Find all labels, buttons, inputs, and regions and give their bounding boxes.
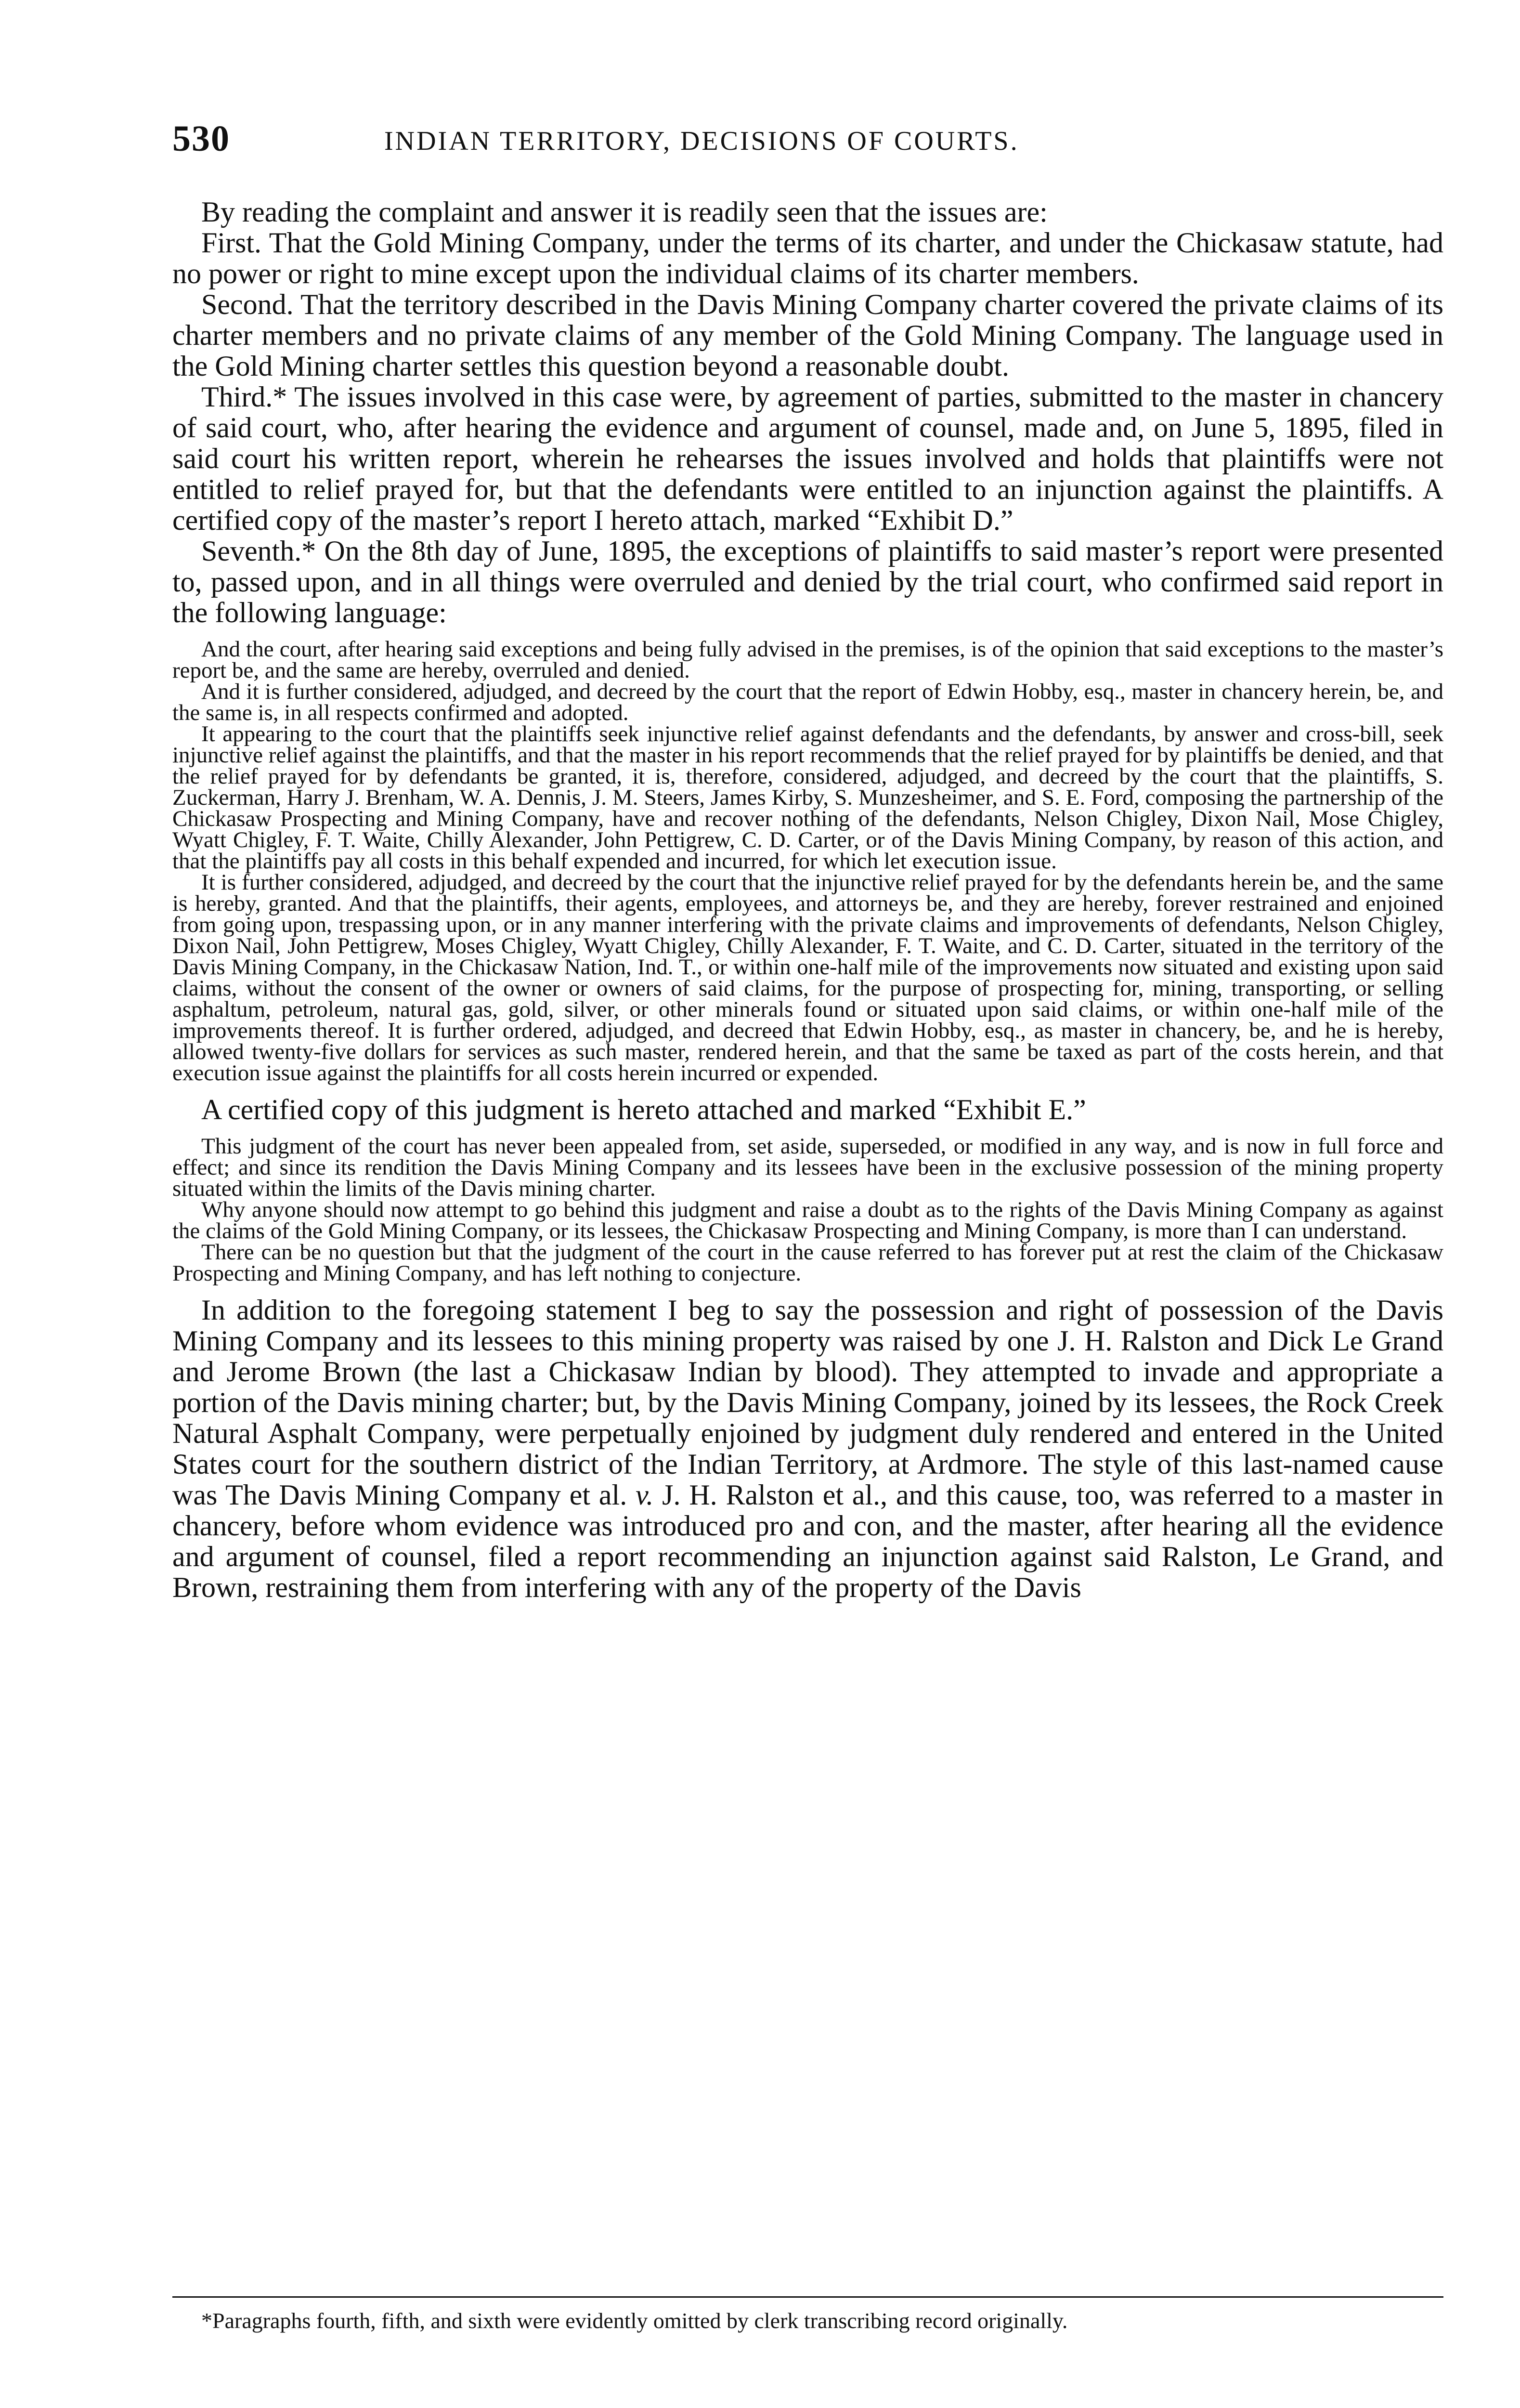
quote-paragraph: And the court, after hearing said exceptions and being fully advised in the premises, is of the opinion that said exceptions to the master’s report be, and the same are hereby, overruled and denied.	[172, 637, 1443, 683]
running-title: INDIAN TERRITORY, DECISIONS OF COURTS.	[384, 126, 1019, 156]
first-issue-paragraph: First. That the Gold Mining Company, under the terms of its charter, and under the Chickasaw statute, had no power or right to mine except upon the individual claims of its charter members.	[172, 227, 1443, 289]
second-issue-paragraph: Second. That the territory described in the Davis Mining Company charter covered the private claims of its charter members and no private claims of any member of the Gold Mining Company. The language used in the Gold Mining charter settles this question beyond a reasonable doubt.	[172, 288, 1443, 382]
quote-paragraph: And it is further considered, adjudged, and decreed by the court that the report of Edwin Hobby, esq., master in chancery herein, be, and the same is, in all respects confirmed and adopted.	[172, 679, 1443, 725]
intro-paragraph: By reading the complaint and answer it is readily seen that the issues are:	[201, 196, 1048, 228]
footnote: *Paragraphs fourth, fifth, and sixth were evidently omitted by clerk transcribing record originally.	[201, 2308, 1068, 2333]
addition-paragraph	[172, 1295, 1443, 1603]
quote-paragraph: It is further considered, adjudged, and decreed by the court that the injunctive relief prayed for by the defendants herein be, and the same is hereby, granted. And that the plaintiffs, their agents, employees, and attorneys be, and they are hereby, forever restrained and enjoined from going upon, trespassing upon, or in any manner interfering with the private claims and improvements of defendants, Nelson Chigley, Dixon Nail, John Pettigrew, Moses Chigley, Wyatt Chigley, Chilly Alexander, F. T. Waite, and C. D. Carter, situated in the territory of the Davis Mining Company, in the Chickasaw Nation, Ind. T., or within one-half mile of the improvements now situated and existing upon said claims, without the consent of the owner or owners of said claims, for the purpose of prospecting for, mining, transporting, or selling asphaltum, petroleum, natural gas, gold, silver, or other minerals found or situated upon said claims, or within one-half mile of the improvements thereof. It is further ordered, adjudged, and decreed that Edwin Hobby, esq., as master in chancery, be, and he is hereby, allowed twenty-five dollars for services as such master, rendered herein, and that the same be taxed as part of the costs herein, and that execution issue against the plaintiffs for all costs herein incurred or expended.	[172, 870, 1443, 1086]
commentary-paragraph: There can be no question but that the judgment of the court in the cause referred to has forever put at rest the claim of the Chickasaw Prospecting and Mining Company, and has left nothing to conjecture.	[172, 1240, 1443, 1286]
commentary-paragraph: Why anyone should now attempt to go behind this judgment and raise a doubt as to the rights of the Davis Mining Company as against the claims of the Gold Mining Company, or its lessees, the Chickasaw Prospecting and Mining Company, is more than I can understand.	[172, 1197, 1443, 1243]
court-order-quote	[172, 639, 1443, 1084]
page-number: 530	[172, 118, 230, 159]
seventh-issue-paragraph: Seventh.* On the 8th day of June, 1895, the exceptions of plaintiffs to said master’s report were presented to, passed upon, and in all things were overruled and denied by the trial court, who confirmed said report in the following language:	[172, 535, 1443, 628]
quote-paragraph: It appearing to the court that the plaintiffs seek injunctive relief against defendants and the defendants, by answer and cross-bill, seek injunctive relief against the plaintiffs, and that the master in his report recommends that the relief prayed for by plaintiffs be denied, and that the relief prayed for by defendants be granted, it is, therefore, considered, adjudged, and decreed by the court that the plaintiffs, S. Zuckerman, Harry J. Brenham, W. A. Dennis, J. M. Steers, James Kirby, S. Munzesheimer, and S. E. Ford, composing the partnership of the Chickasaw Prospecting and Mining Company, have and recover nothing of the defendants, Nelson Chigley, Dixon Nail, Mose Chigley, Wyatt Chigley, F. T. Waite, Chilly Alexander, John Pettigrew, C. D. Carter, or of the Davis Mining Company, by reason of this action, and that the plaintiffs pay all costs in this behalf expended and incurred, for which let execution issue.	[172, 721, 1443, 874]
addition-text-part: J. H. Ralston et al., and this cause, too, was referred to a master in chancery, before whom evidence was introduced pro and con, and the master, after hearing all the evidence and argument of counsel, filed a report recommending an injunction against said Ralston, Le Grand, and Brown, restraining them from interfering with any of the property of the Davis	[172, 1479, 1443, 1603]
exhibit-e-paragraph: A certified copy of this judgment is hereto attached and marked “Exhibit E.”	[201, 1094, 1086, 1125]
page-body	[172, 196, 1443, 1603]
addition-text-part: In addition to the foregoing statement I beg to say the possession and right of possession of the Davis Mining Company and its lessees to this mining property was raised by one J. H. Ralston and Dick Le Grand and Jerome Brown (the last a Chickasaw Indian by blood). They attempted to invade and appropriate a portion of the Davis mining charter; but, by the Davis Mining Company, joined by its lessees, the Rock Creek Natural Asphalt Company, were perpetually enjoined by judgment duly rendered and entered in the United States court for the southern district of the Indian Territory, at Ardmore. The style of this last-named cause was The Davis Mining Company et al.	[172, 1294, 1443, 1511]
versus-abbreviation: v.	[636, 1479, 654, 1511]
judgment-commentary	[172, 1136, 1443, 1284]
page-header	[172, 118, 1443, 166]
commentary-paragraph: This judgment of the court has never been appealed from, set aside, superseded, or modified in any way, and is now in full force and effect; and since its rendition the Davis Mining Company and its lessees have been in the exclusive possession of the mining property situated within the limits of the Davis mining charter.	[172, 1134, 1443, 1201]
footnote-rule	[172, 2296, 1443, 2298]
third-issue-paragraph: Third.* The issues involved in this case were, by agreement of parties, submitted to the master in chancery of said court, who, after hearing the evidence and argument of counsel, made and, on June 5, 1895, filed in said court his written report, wherein he rehearses the issues involved and holds that plaintiffs were not entitled to relief prayed for, but that the defendants were entitled to an injunction against the plaintiffs. A certified copy of the master’s report I hereto attach, marked “Exhibit D.”	[172, 381, 1443, 536]
